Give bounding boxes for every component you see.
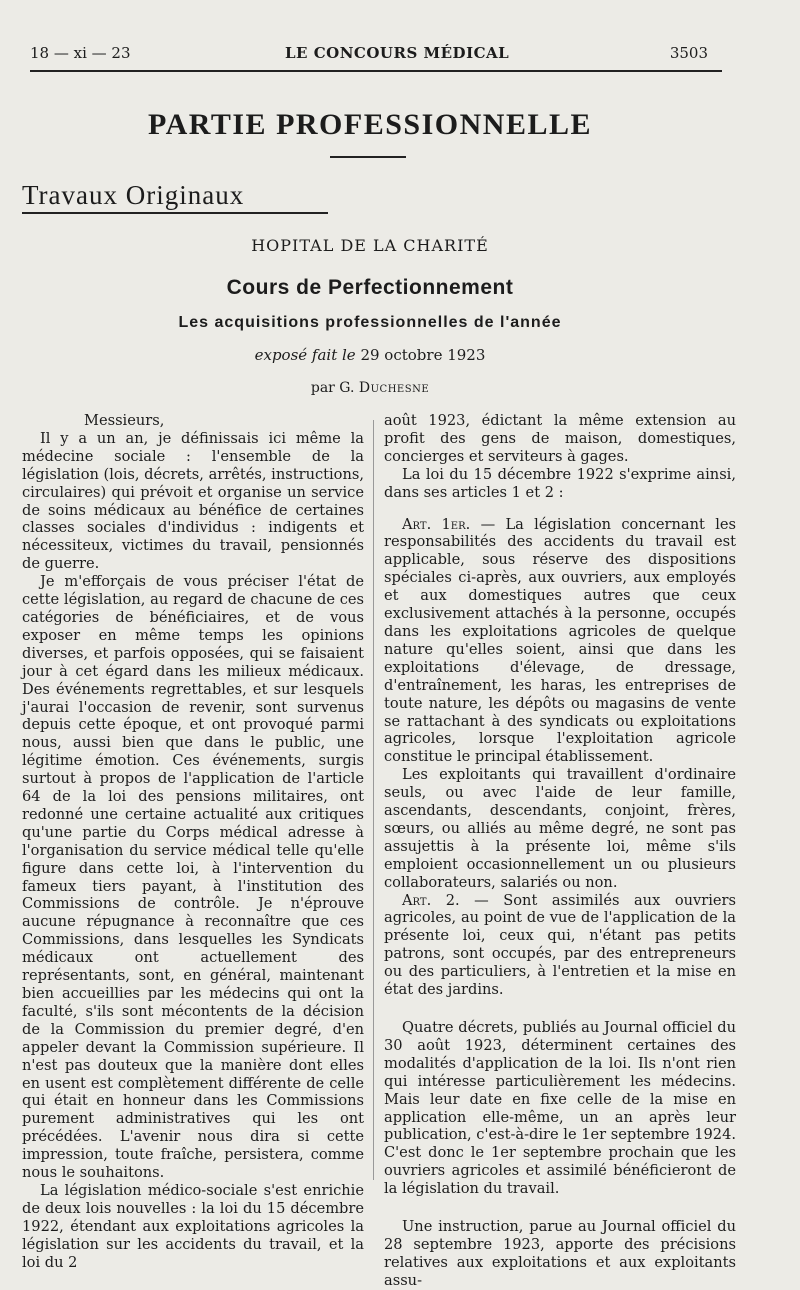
exposition-date-value: 29 octobre 1923 bbox=[360, 346, 486, 364]
paragraph: Une instruction, parue au Journal officiel du 28 septembre 1923, apporte des précisions relatives aux exploitations et aux exploitants assu- bbox=[384, 1218, 736, 1289]
paragraph: La législation médico-sociale s'est enrichie de deux lois nouvelles : la loi du 15 décembre 1922, étendant aux exploitations agricoles la législation sur les accidents du travail, et la loi du 2 bbox=[22, 1181, 364, 1271]
section-title-rule bbox=[330, 156, 406, 158]
author-name: Duchesne bbox=[358, 380, 430, 396]
paragraph: Je m'efforçais de vous préciser l'état de cette législation, au regard de chacune de ces catégories de bénéficiaires, et de vous exposer en même temps les opinions diverses, et parfois opposées, qui se faisaient jour à cet égard dans les milieux médicaux. Des événements regrettables, et sur lesquels j'aurai l'occasion de revenir, sont survenus depuis cette époque, et ont provoqué parmi nous, aussi bien que dans le public, une légitime émotion. Ces événements, surgis surtout à propos de l'application de l'article 64 de la loi des pensions militaires, ont redonné une certaine actualité aux critiques qu'une partie du Corps médical adresse à l'organisation du service médical telle qu'elle figure dans cette loi, à l'intervention du fameux tiers payant, à l'institution des Commissions de contrôle. Je n'éprouve aucune répugnance à reconnaître que ces Commissions, dans lesquelles les Syndicats médicaux ont actuellement des représentants, sont, en général, maintenant bien accueillies par les médecins qui ont la faculté, s'ils sont mécontents de la décision de la Commission du premier degré, d'en appeler devant la Commission supérieure. Il n'est pas douteux que la manière dont elles en usent est complètement différente de celle qui était en honneur dans les Commissions purement administratives qui les ont précédées. L'avenir nous dira si cette impression, toute fraîche, persistera, comme nous le souhaitons. bbox=[22, 573, 364, 1182]
article-2-text: — Sont assimilés aux ouvriers agricoles, au point de vue de l'application de la présente loi, ceux qui, n'étant pas petits patrons, sont occupés, par des entrepreneurs ou des particuliers, à l'entretien et la mise en état des jardins. bbox=[384, 891, 736, 999]
article-1-label: Art. 1er. bbox=[402, 515, 471, 533]
course-title: Cours de Perfectionnement bbox=[226, 276, 514, 299]
running-header bbox=[30, 44, 720, 68]
salutation: Messieurs, bbox=[84, 412, 165, 429]
article-1 bbox=[384, 516, 736, 767]
right-column bbox=[384, 412, 736, 1290]
page-number: 3503 bbox=[669, 44, 708, 62]
author-prefix: par G. bbox=[310, 380, 359, 396]
journal-title: LE CONCOURS MÉDICAL bbox=[285, 44, 510, 62]
article-2 bbox=[384, 892, 736, 999]
hospital-name: HOPITAL DE LA CHARITÉ bbox=[251, 236, 489, 255]
header-rule bbox=[30, 70, 722, 72]
exposition-prefix: exposé fait le bbox=[254, 346, 361, 364]
article-2-label: Art. 2. bbox=[402, 891, 460, 909]
article-1-text: — La législation concernant les responsabilités des accidents du travail est applicable, sous réserve des dispositions spéciales ci-après, aux ouvriers, aux employés et aux domestiques autres que ceux exclusivement attachés à la personne, occupés dans les exploitations agricoles de quelque nature qu'elles soient, ainsi que dans les exploitations d'élevage, de dressage, d'entraînement, les haras, les entreprises de toute nature, les dépôts ou magasins de vente se rattachant à des syndicats ou exploitations agricoles, lorsque l'exploitation agricole constitue le principal établissement. bbox=[384, 515, 736, 766]
column-divider bbox=[373, 420, 374, 1180]
paragraph: Il y a un an, je définissais ici même la médecine sociale : l'ensemble de la législation (lois, décrets, arrêtés, instructions, circulaires) qui prévoit et organise un service de soins médicaux au bénéfice de certaines classes sociales d'individus : indigents et nécessiteux, victimes du travail, pensionnés de guerre. bbox=[22, 429, 364, 573]
course-subtitle: Les acquisitions professionnelles de l'année bbox=[178, 314, 562, 331]
rubric-underline bbox=[22, 212, 328, 214]
section-title: PARTIE PROFESSIONNELLE bbox=[148, 108, 592, 141]
exposition-date bbox=[0, 346, 740, 364]
paragraph: août 1923, édictant la même extension au profit des gens de maison, domestiques, concierges et serviteurs à gages. bbox=[384, 412, 736, 465]
paragraph: La loi du 15 décembre 1922 s'exprime ainsi, dans ses articles 1 et 2 : bbox=[384, 465, 736, 501]
header-date: 18 — xi — 23 bbox=[30, 44, 131, 62]
rubric-heading: Travaux Originaux bbox=[22, 180, 245, 210]
left-column bbox=[22, 412, 364, 1272]
paragraph: Les exploitants qui travaillent d'ordinaire seuls, ou avec l'aide de leur famille, ascendants, descendants, conjoint, frères, sœurs, ou alliés au même degré, ne sont pas assujettis à la présente loi, même s'ils emploient occasionnellement un ou plusieurs collaborateurs, salariés ou non. bbox=[384, 766, 736, 891]
paragraph: Quatre décrets, publiés au Journal officiel du 30 août 1923, déterminent certaines des modalités d'application de la loi. Ils n'ont rien qui intéresse particulièrement les médecins. Mais leur date en fixe celle de la mise en application elle-même, un an après leur publication, c'est-à-dire le 1er septembre 1924. C'est donc le 1er septembre prochain que les ouvriers agricoles et assimilé bénéficieront de la législation du travail. bbox=[384, 1019, 736, 1198]
author-line bbox=[0, 380, 740, 396]
